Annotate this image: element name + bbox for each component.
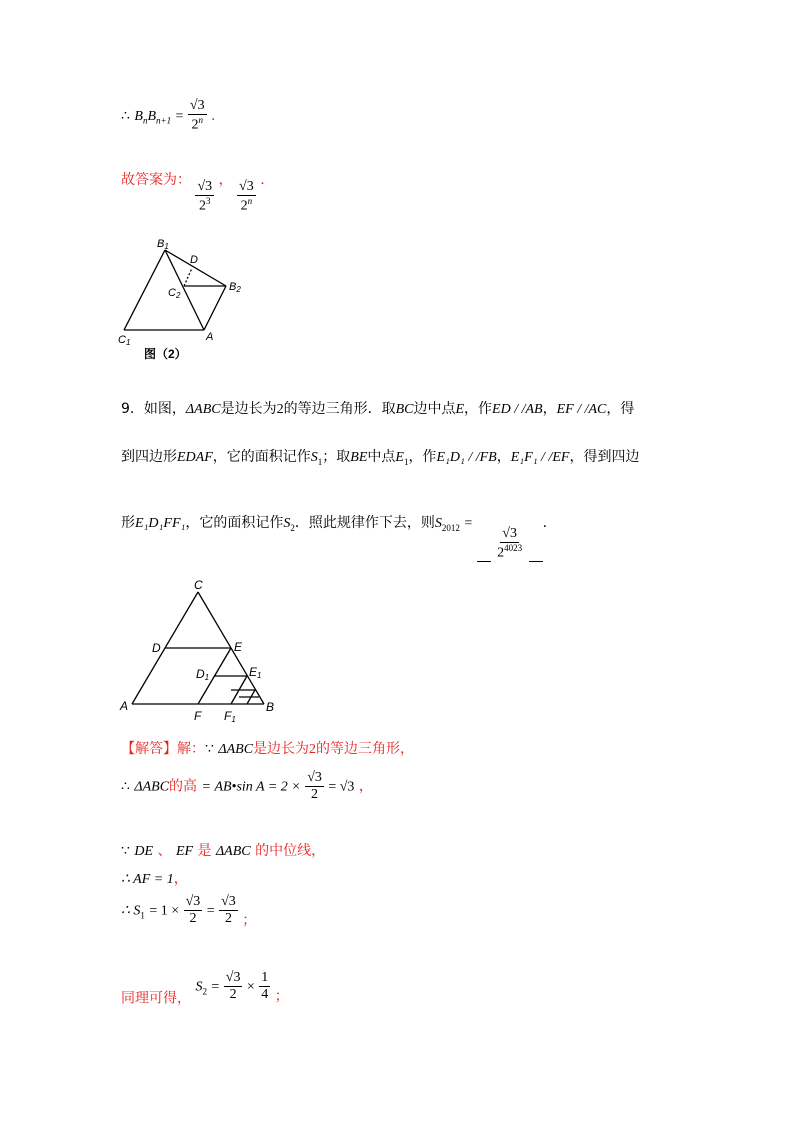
fraction: $\frac{√3}{2}$ (225, 970, 241, 1003)
solution-line-1: 【解答】解：∵ ΔABC是边长为2的等边三角形， (121, 741, 415, 757)
answer-blank-left (477, 561, 491, 562)
top-formula: ∴ $B_nB_{n+1}$ = $\frac{√3}{2^n}$ . (121, 98, 216, 133)
label-c1: C1 (118, 334, 131, 347)
q9-line-3: 形E₁D₁FF₁，它的面积记作$S_2$．照此规律作下去，则$S_{2012}$ = $\frac{√3}{2^{4023}}$ . (121, 515, 548, 561)
solution-line-4: ∴ AF = 1， (121, 871, 188, 887)
label-c: C (194, 578, 203, 592)
fraction: $\frac{√3}{2}$ (221, 894, 236, 927)
fraction: $\frac{1}{4}$ (261, 970, 269, 1003)
label-d: D (190, 254, 198, 266)
edge-b2-a (204, 286, 226, 330)
label-e1: E1 (249, 665, 262, 680)
q9-line-2: 到四边形EDAF，它的面积记作$S_1$；取BE中点$E_1$，作E₁D₁ / /FB，E₁F₁ / /EF，得到四边 (121, 449, 640, 467)
solution-line-2: ∴ ΔABC的高 = AB•sin A = 2 × $\frac{√3}{2}$ = √3 ， (121, 770, 373, 803)
fraction: $\frac{√3}{2^3}$ (197, 179, 213, 214)
label-b1: B1 (157, 238, 169, 251)
label-d1: D1 (196, 667, 210, 682)
figure-9-diagram (114, 578, 284, 728)
label-e: E (234, 640, 243, 654)
fraction: $\frac{√3}{2^n}$ (189, 98, 205, 133)
label-a: A (120, 699, 129, 713)
label-c2: C2 (168, 287, 181, 300)
label-a: A (206, 331, 214, 343)
figure-2-caption: 图（2） (144, 347, 187, 361)
fraction: $\frac{√3}{2^n}$ (239, 179, 254, 214)
dashed-c2-d (184, 268, 192, 286)
answer-fraction: $\frac{√3}{2^{4023}}$ (497, 526, 523, 561)
answer-blank-right (529, 561, 543, 562)
label-b2: B2 (229, 281, 241, 294)
fraction: $\frac{√3}{2}$ (307, 770, 322, 803)
label-b: B (266, 700, 275, 714)
solution-line-5: ∴ $S_1 = 1$ × $\frac{√3}{2}$ = $\frac{√3}{2}$ ； (121, 894, 257, 929)
solution-line-3: ∵ DE 、 EF 是 ΔABC 的中位线， (121, 843, 326, 859)
fraction: $\frac{√3}{2}$ (185, 894, 201, 927)
solution-line-6: 同理可得， $S_2$ = $\frac{√3}{2}$ × $\frac{1}{4}$ ； (121, 970, 289, 1007)
answer-line: 故答案为： $\frac{√3}{2^3}$ ， $\frac{√3}{2^n}$ . (121, 172, 265, 214)
figure-2-diagram (112, 236, 252, 366)
q9-line-1: 9．如图，ΔABC是边长为2的等边三角形．取BC边中点E，作ED / /AB，EF / /AC，得 (121, 401, 635, 417)
label-f1: F1 (224, 709, 236, 724)
label-d: D (152, 641, 161, 655)
label-f: F (194, 709, 202, 723)
edge-b1-c1 (124, 250, 165, 330)
